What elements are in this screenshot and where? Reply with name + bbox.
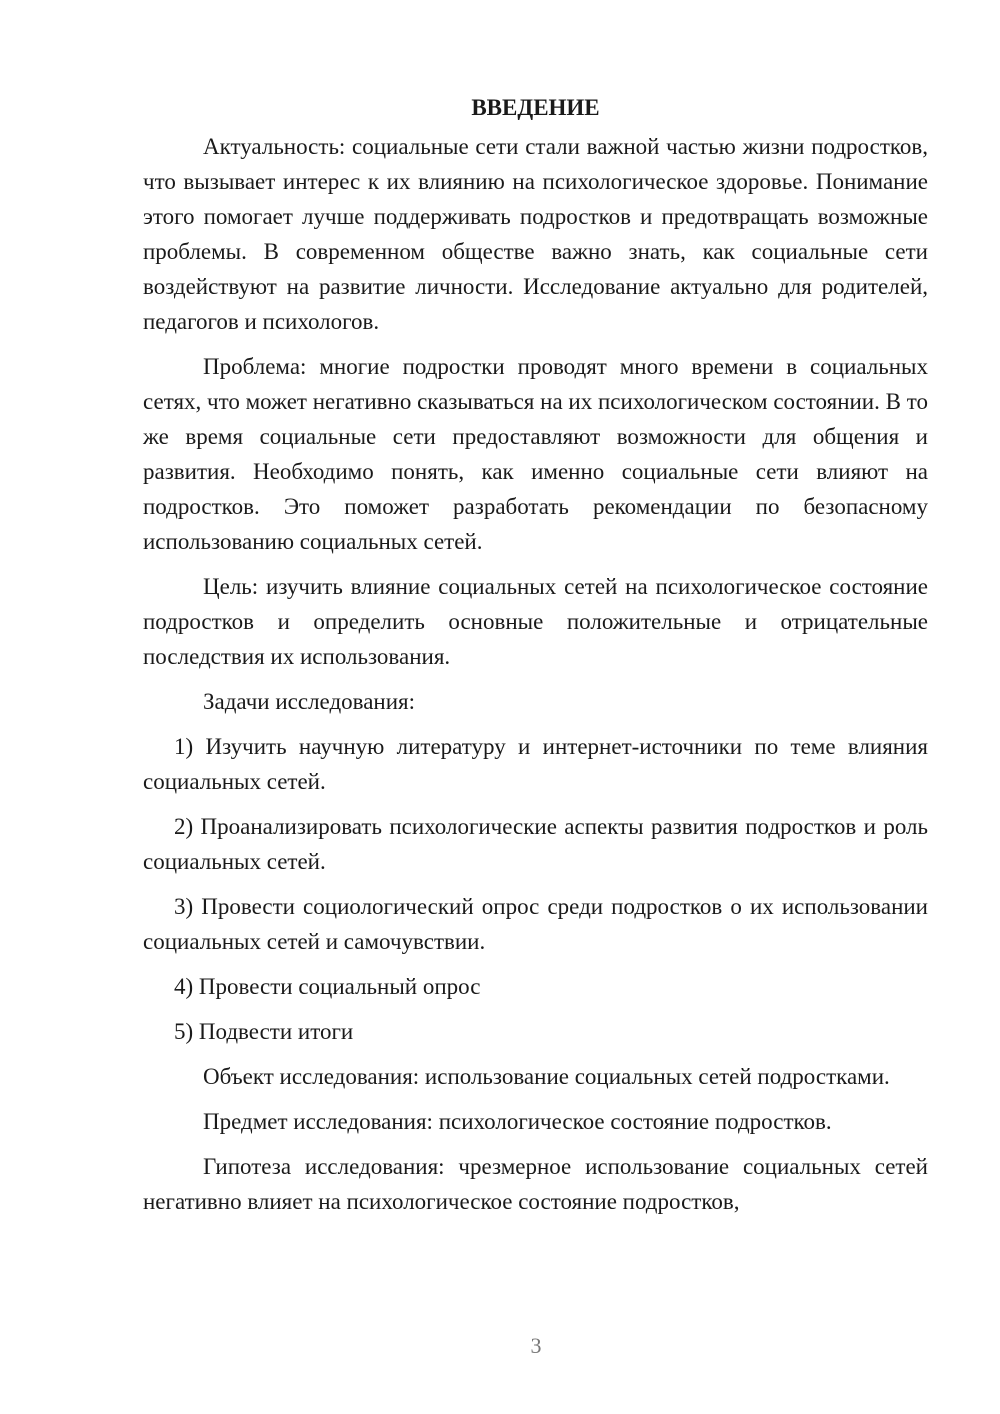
relevance-paragraph: Актуальность: социальные сети стали важной частью жизни подростков, что вызывает интерес к их влиянию на психологическое здоровье. Понимание этого помогает лучше поддерживать подростков и предотвращать возможные проблемы. В современном обществе важно знать, как социальные сети воздействуют на развитие личности. Исследование актуально для родителей, педагогов и психологов. <box>143 134 928 334</box>
task-item-5: 5) Подвести итоги <box>174 1019 354 1044</box>
task-item-4: 4) Провести социальный опрос <box>174 974 481 999</box>
section-title: ВВЕДЕНИЕ <box>471 95 600 120</box>
task-item-1: 1) Изучить научную литературу и интернет-источники по теме влияния социальных сетей. <box>143 734 928 794</box>
goal-paragraph: Цель: изучить влияние социальных сетей на психологическое состояние подростков и определить основные положительные и отрицательные последствия их использования. <box>143 574 928 669</box>
object-paragraph: Объект исследования: использование социальных сетей подростками. <box>203 1064 890 1089</box>
task-item-3: 3) Провести социологический опрос среди подростков о их использовании социальных сетей и самочувствии. <box>143 894 928 954</box>
subject-paragraph: Предмет исследования: психологическое состояние подростков. <box>203 1109 832 1134</box>
page-number: 3 <box>530 1333 542 1358</box>
hypothesis-paragraph: Гипотеза исследования: чрезмерное использование социальных сетей негативно влияет на психологическое состояние подростков, <box>143 1154 928 1214</box>
page-content <box>143 90 928 1219</box>
task-item-2: 2) Проанализировать психологические аспекты развития подростков и роль социальных сетей. <box>143 814 928 874</box>
tasks-heading: Задачи исследования: <box>203 689 416 714</box>
problem-paragraph: Проблема: многие подростки проводят много времени в социальных сетях, что может негативно сказываться на их психологическом состоянии. В то же время социальные сети предоставляют возможности для общения и развития. Необходимо понять, как именно социальные сети влияют на подростков. Это поможет разработать рекомендации по безопасному использованию социальных сетей. <box>143 354 928 554</box>
